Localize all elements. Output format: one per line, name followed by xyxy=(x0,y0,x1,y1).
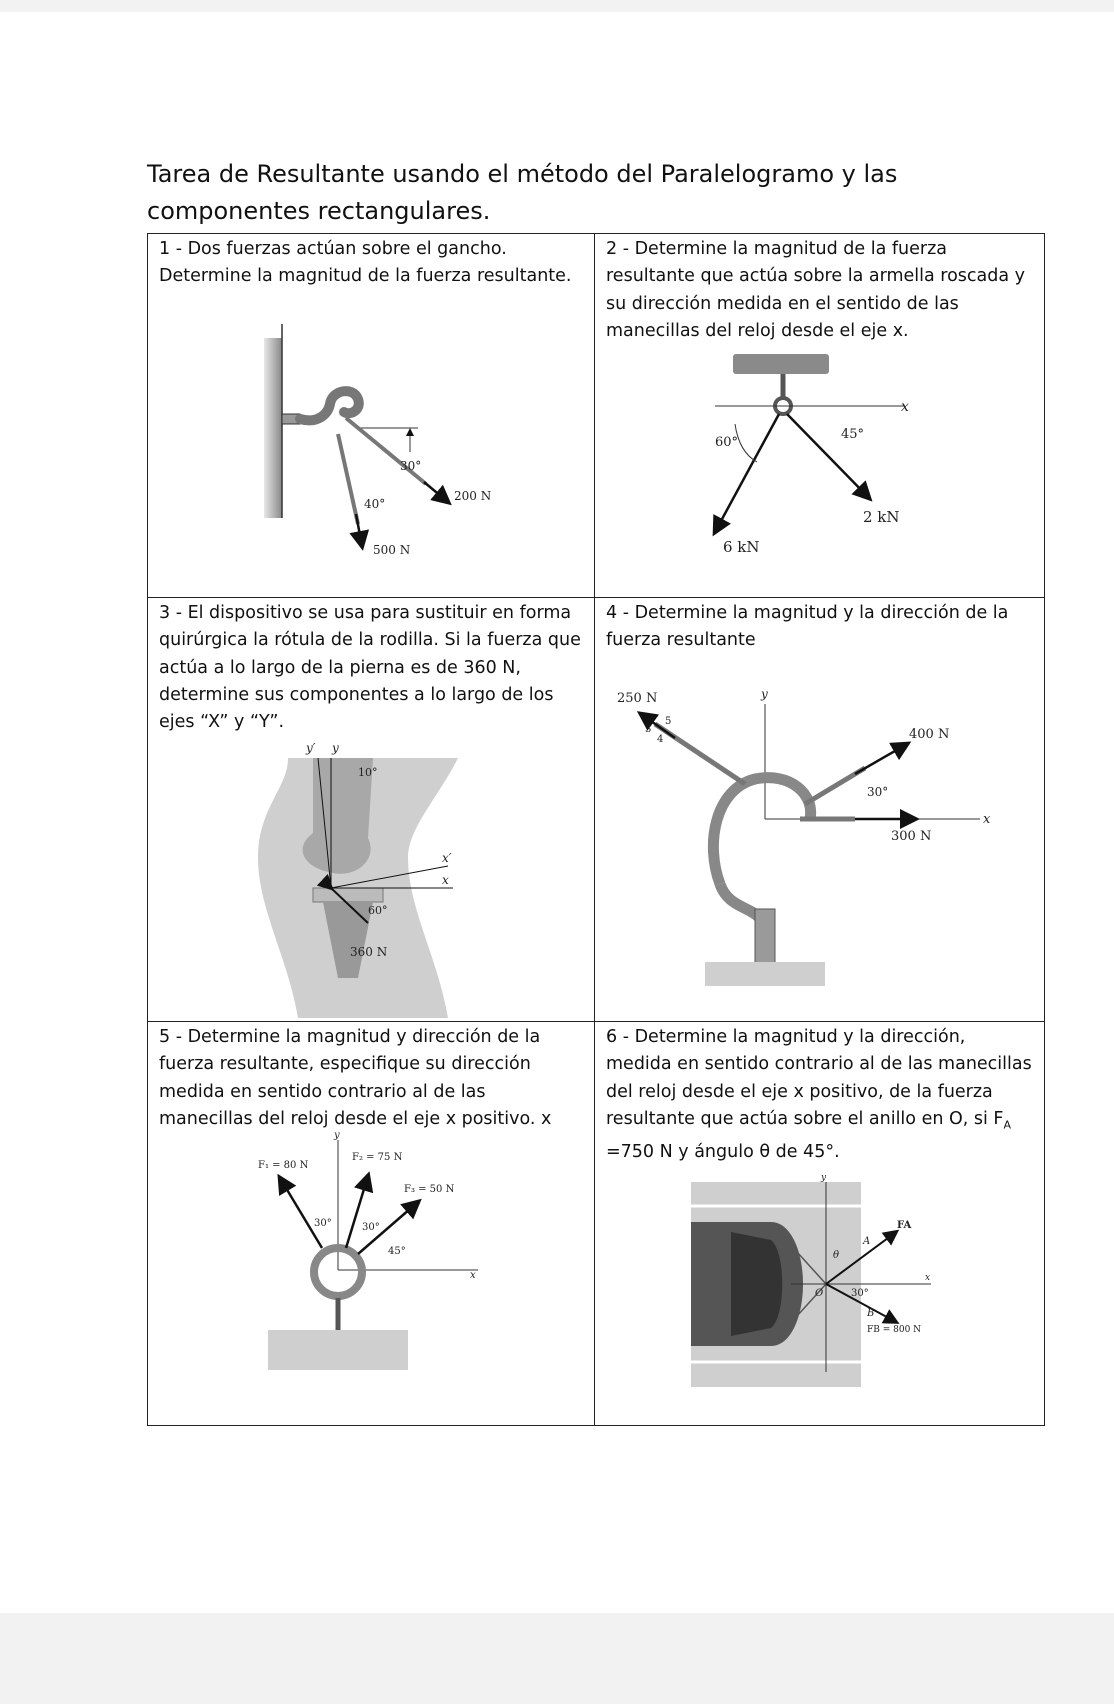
label-60: 60° xyxy=(368,904,388,917)
label-30b: 30° xyxy=(362,1222,380,1233)
label-slope-4: 4 xyxy=(657,734,664,745)
label-f3: F₃ = 50 N xyxy=(404,1184,455,1195)
knee-figure xyxy=(258,738,498,1018)
problem-1-text: 1 - Dos fuerzas actúan sobre el gancho. Determine la magnitud de la fuerza resultante. xyxy=(159,239,572,287)
problem-4-text: 4 - Determine la magnitud y la dirección de la fuerza resultante xyxy=(606,603,1009,651)
label-y: y xyxy=(334,1130,340,1141)
label-60: 60° xyxy=(715,435,739,450)
hook xyxy=(300,391,359,420)
label-400n: 400 N xyxy=(909,727,950,742)
label-250n: 250 N xyxy=(617,691,658,706)
ground xyxy=(705,962,825,986)
label-500n: 500 N xyxy=(373,543,411,557)
label-slope-3: 3 xyxy=(645,724,652,735)
label-b: B xyxy=(867,1308,875,1319)
label-a: A xyxy=(863,1236,871,1247)
label-x: x xyxy=(983,812,991,827)
label-x: x xyxy=(442,873,449,887)
x-axis-label: x xyxy=(901,399,909,415)
label-45: 45° xyxy=(388,1246,406,1257)
ring-figure xyxy=(258,1130,518,1380)
label-200n: 200 N xyxy=(454,489,492,503)
label-f1: F₁ = 80 N xyxy=(258,1160,309,1171)
problem-cell-5 xyxy=(148,1022,595,1426)
force-arrow-200 xyxy=(424,482,448,502)
label-y: y xyxy=(761,687,768,701)
force-arrow-400 xyxy=(855,744,907,774)
label-x-prime: x′ xyxy=(442,851,452,865)
label-o: O xyxy=(815,1288,824,1299)
eyebolt-figure xyxy=(695,354,925,564)
label-y: y xyxy=(821,1173,827,1183)
label-360n: 360 N xyxy=(350,945,388,959)
hook-figure xyxy=(258,324,498,557)
problems-table xyxy=(147,233,1045,1426)
label-30: 30° xyxy=(851,1288,869,1299)
label-x: x xyxy=(925,1273,931,1283)
label-fa: FA xyxy=(897,1220,912,1231)
car-figure xyxy=(691,1173,941,1387)
label-theta: θ xyxy=(833,1250,840,1261)
label-y-prime: y′ xyxy=(306,741,316,755)
label-y: y xyxy=(332,741,339,755)
label-f2: F₂ = 75 N xyxy=(352,1152,403,1163)
problem-2-text: 2 - Determine la magnitud de la fuerza resultante que actúa sobre la armella roscada y su dirección medida en el sentido de las manecillas del reloj desde el eje x. xyxy=(606,239,1026,341)
force-arrow-500 xyxy=(356,514,362,546)
problem-cell-2 xyxy=(595,234,1045,598)
force-arrow-6kn xyxy=(715,414,779,532)
label-fb: FB = 800 N xyxy=(867,1325,922,1335)
label-slope-5: 5 xyxy=(665,716,672,727)
page-title: Tarea de Resultante usando el método del Paralelogramo y las componentes rectangulares. xyxy=(147,160,898,225)
force-arrow-f1 xyxy=(280,1178,322,1248)
label-x: x xyxy=(470,1270,476,1281)
label-40: 40° xyxy=(364,497,386,511)
ceiling xyxy=(733,354,829,374)
problem-cell-3 xyxy=(148,598,595,1022)
label-10: 10° xyxy=(358,766,378,779)
label-30a: 30° xyxy=(314,1218,332,1229)
label-45: 45° xyxy=(841,427,865,442)
problem-cell-1 xyxy=(148,234,595,598)
screw-hook-figure xyxy=(615,684,1015,994)
problem-6-text: 6 - Determine la magnitud y la dirección, medida en sentido contrario al de las manecillas del reloj desde el eje x positivo, de la fuerza resultante que actúa sobre el anillo en O, si $F_A =750$ N y ángulo θ de 45°. xyxy=(606,1027,1032,1162)
problem-3-text: 3 - El dispositivo se usa para sustituir en forma quirúrgica la rótula de la rodilla. Si la fuerza que actúa a lo largo de la pierna es de 360 N, determine sus componentes a lo largo de los ejes “X” y “Y”. xyxy=(159,603,581,733)
label-30: 30° xyxy=(867,785,889,799)
label-30: 30° xyxy=(400,459,422,473)
force-arrow-f2 xyxy=(346,1176,368,1248)
problem-5-text: 5 - Determine la magnitud y dirección de la fuerza resultante, especifique su dirección medida en sentido contrario al de las manecillas del reloj desde el eje x positivo. x xyxy=(159,1027,552,1129)
wood-base xyxy=(268,1330,408,1370)
label-2kn: 2 kN xyxy=(863,508,900,526)
cable-500 xyxy=(338,434,358,524)
wall xyxy=(264,338,282,518)
label-6kn: 6 kN xyxy=(723,538,760,556)
problem-cell-4 xyxy=(595,598,1045,1022)
hook-body xyxy=(713,778,810,884)
problem-cell-6 xyxy=(595,1022,1045,1426)
label-300n: 300 N xyxy=(891,829,932,844)
